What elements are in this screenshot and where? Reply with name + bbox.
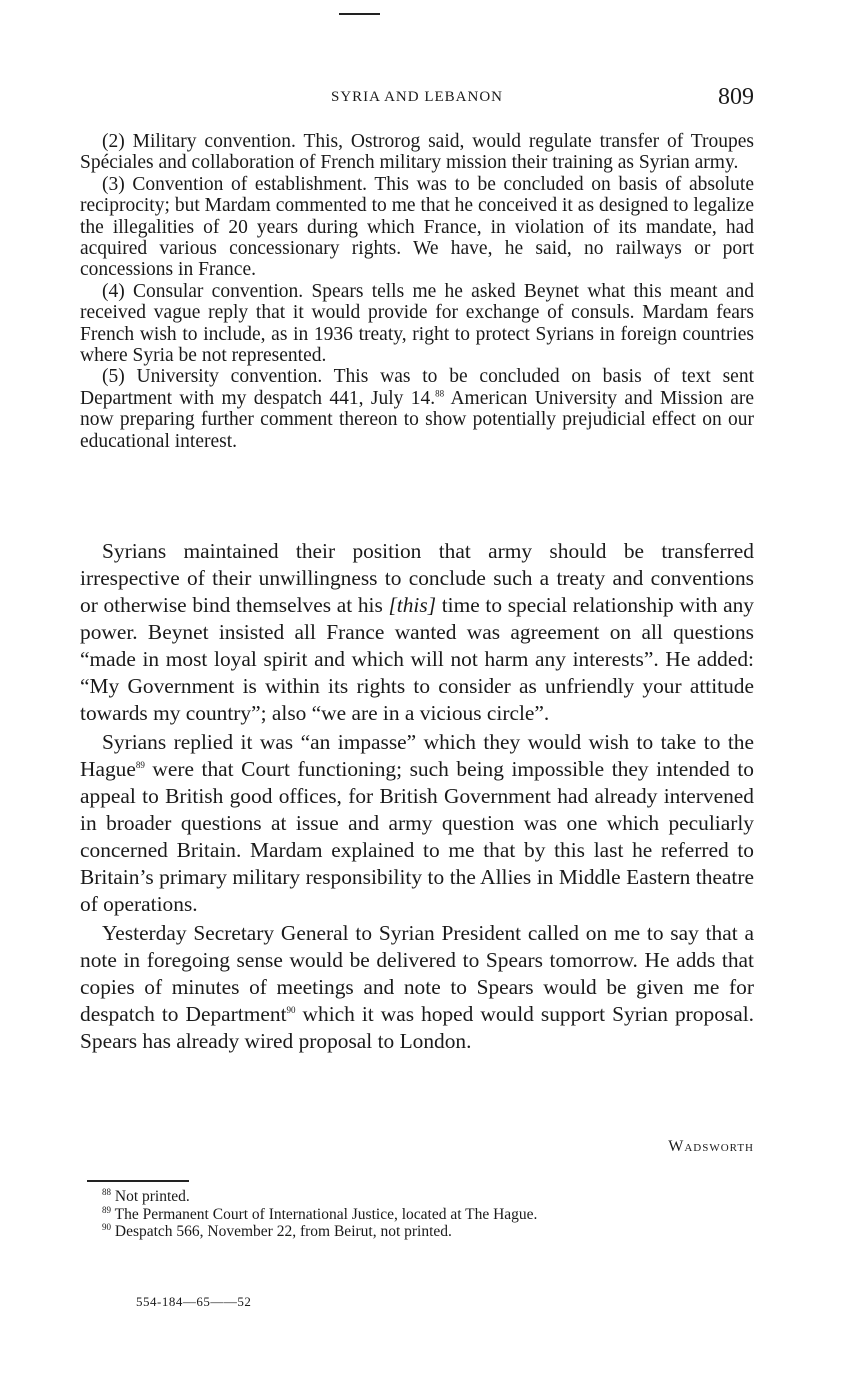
page-number: 809 xyxy=(718,84,754,110)
item-consular-convention: (4) Consular convention. Spears tells me he asked Beynet what this meant and received vague reply that it would provide for exchange of consuls. Mardam fears French wish to include, as in 1936 treaty, right to protect Syrians in foreign countries where Syria be not represented. xyxy=(80,280,754,367)
footnote-ref-88: 88 xyxy=(435,388,445,399)
page-header xyxy=(80,84,754,114)
footnote-ref-89: 89 xyxy=(135,759,145,770)
para3-text-after: which it was hoped would support Syrian proposal. Spears has already wired proposal to London. xyxy=(80,1002,754,1053)
para1-bracketed: [this] xyxy=(388,593,437,617)
footnote-number: 89 xyxy=(102,1204,111,1215)
footnote-rule xyxy=(87,1180,189,1182)
item-university-convention xyxy=(80,366,754,452)
item-military-convention: (2) Military convention. This, Ostrorog said, would regulate transfer of Troupes Spéciales and collaboration of French military mission their training as Syrian army. xyxy=(80,131,754,174)
footnote-90 xyxy=(102,1223,754,1241)
paragraph-army-transfer xyxy=(80,538,754,727)
body-paragraphs xyxy=(80,538,754,1057)
running-head: SYRIA AND LEBANON xyxy=(330,89,503,105)
para2-text-before: Syrians replied it was “an impasse” which they would wish to take to the Hague xyxy=(80,730,754,781)
footnote-ref-90: 90 xyxy=(286,1004,296,1015)
item5-text-before: (5) University convention. This was to be concluded on basis of text sent Department with my despatch 441, July 14. xyxy=(80,366,754,409)
paragraph-impasse xyxy=(80,729,754,918)
signature: Wadsworth xyxy=(668,1138,754,1155)
telegram-items xyxy=(80,131,754,452)
footnote-text: Not printed. xyxy=(114,1188,190,1205)
footnote-89 xyxy=(102,1206,754,1224)
footnotes xyxy=(102,1188,754,1241)
para1-text-before: Syrians maintained their position that army should be transferred irrespective of their unwillingness to conclude such a treaty and conventions or otherwise bind themselves at his xyxy=(80,539,754,617)
para2-text-after: were that Court functioning; such being impossible they intended to appeal to British good offices, for British Government had already intervened in broader questions at issue and army question was one which peculiarly concerned Britain. Mardam explained to me that by this last he referred to Britain’s primary military responsibility to the Allies in Middle Eastern theatre of operations. xyxy=(80,757,754,916)
printer-imprint: 554-184—65——52 xyxy=(136,1294,252,1309)
item-convention-of-establishment: (3) Convention of establishment. This was to be concluded on basis of absolute reciprocity; but Mardam commented to me that he conceived it as designed to legalize the illegalities of 20 years during which France, in violation of its mandate, had acquired various concessionary rights. We have, he said, no railways or port concessions in France. xyxy=(80,173,754,281)
para1-text-after: time to special relationship with any power. Beynet insisted all France wanted was agreement on all questions “made in most loyal spirit and which will not harm any interests”. He added: “My Government is within its rights to consider as unfriendly your attitude towards my country”; also “we are in a vicious circle”. xyxy=(80,593,754,725)
footnote-number: 90 xyxy=(102,1221,111,1232)
footnote-88 xyxy=(102,1188,754,1206)
footnote-text: The Permanent Court of International Justice, located at The Hague. xyxy=(114,1205,538,1223)
footnote-text: Despatch 566, November 22, from Beirut, not printed. xyxy=(114,1223,452,1240)
footnote-number: 88 xyxy=(102,1186,111,1197)
paragraph-secretary-general xyxy=(80,920,754,1055)
para3-text-before: Yesterday Secretary General to Syrian President called on me to say that a note in foregoing sense would be delivered to Spears tomorrow. He adds that copies of minutes of meetings and note to Spears would be given me for despatch to Department xyxy=(80,921,754,1026)
top-rule xyxy=(339,13,380,15)
item5-text-after: American University and Mission are now preparing further comment thereon to show potentially prejudicial effect on our educational interest. xyxy=(80,387,755,452)
